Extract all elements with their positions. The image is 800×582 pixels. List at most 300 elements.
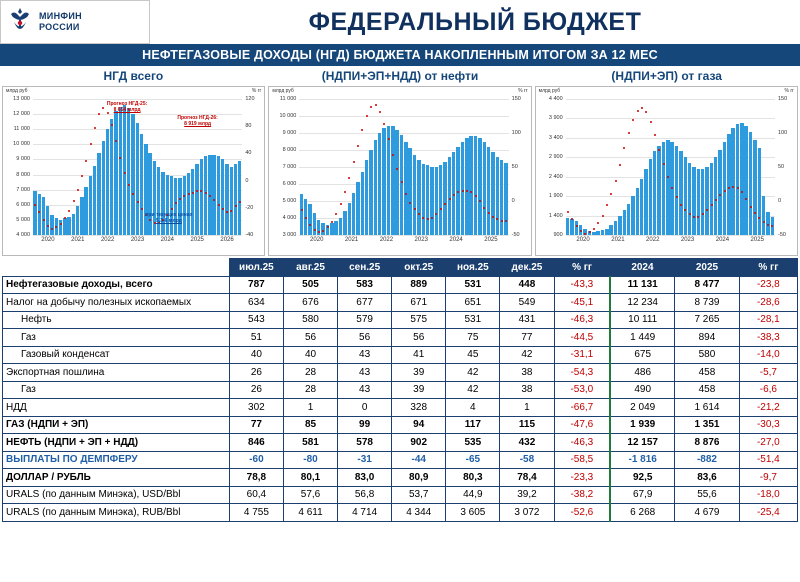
row-2025: 7 265 xyxy=(675,311,740,329)
row-year-pct: -28,1 xyxy=(739,311,797,329)
row-value: 634 xyxy=(229,294,283,312)
row-value: 26 xyxy=(229,381,283,399)
row-year-pct: -25,4 xyxy=(739,504,797,522)
row-2025: 8 739 xyxy=(675,294,740,312)
chart0-annot-current: при текущих ценах 5,3-6 млрд xyxy=(145,212,193,224)
row-2025: 4 679 xyxy=(675,504,740,522)
line-point xyxy=(218,204,220,206)
chart-bar xyxy=(217,156,220,235)
row-value: 889 xyxy=(392,276,446,294)
row-2025: 8 477 xyxy=(675,276,740,294)
gridline xyxy=(299,235,508,236)
chart-bar xyxy=(191,169,194,235)
table-row xyxy=(3,381,798,399)
row-value: 51 xyxy=(229,329,283,347)
chart-bar xyxy=(404,142,407,236)
row-2024: 92,5 xyxy=(610,469,675,487)
row-value: 535 xyxy=(446,434,500,452)
chart-bar xyxy=(369,150,372,235)
line-point xyxy=(370,106,372,108)
line-point xyxy=(68,210,70,212)
header xyxy=(0,0,800,44)
chart-bar xyxy=(195,164,198,235)
row-value: 60,4 xyxy=(229,486,283,504)
line-point xyxy=(505,220,507,222)
row-value: 651 xyxy=(446,294,500,312)
row-value: -80 xyxy=(283,451,337,469)
x-tick-label: 2023 xyxy=(130,237,145,243)
row-value: 77 xyxy=(229,416,283,434)
row-value: 328 xyxy=(392,399,446,417)
logo-line-2: РОССИИ xyxy=(39,22,80,32)
line-point xyxy=(440,208,442,210)
row-2024: 11 131 xyxy=(610,276,675,294)
row-pct: -54,3 xyxy=(554,364,610,382)
y-tick-label: 1 400 xyxy=(548,212,563,219)
y-tick-label: 8 000 xyxy=(16,171,30,178)
chart-bar xyxy=(465,138,468,235)
chart-bar xyxy=(705,167,708,235)
line-point xyxy=(111,124,113,126)
y-tick-label: 5 000 xyxy=(16,216,30,223)
row-value: 40 xyxy=(229,346,283,364)
y-tick-label: 7 000 xyxy=(16,186,30,193)
chart1-unit-right: % гг xyxy=(518,88,528,94)
chart-bar xyxy=(365,160,368,235)
chart-bar xyxy=(321,223,324,235)
row-label: Газ xyxy=(3,329,230,347)
chart-bar xyxy=(174,178,177,235)
row-value: 39,2 xyxy=(500,486,554,504)
line-point xyxy=(85,160,87,162)
line-point xyxy=(580,230,582,232)
chart-bar xyxy=(688,163,691,235)
row-label: НДД xyxy=(3,399,230,417)
row-value: 77 xyxy=(500,329,554,347)
line-point xyxy=(453,194,455,196)
row-value: 302 xyxy=(229,399,283,417)
x-tick-label: 2023 xyxy=(680,237,695,243)
row-pct: -23,3 xyxy=(554,469,610,487)
chart-bar xyxy=(496,157,499,235)
y-tick-label: 7 000 xyxy=(282,164,297,170)
y-tick-label: 900 xyxy=(553,232,563,238)
line-point xyxy=(610,193,612,195)
table-row xyxy=(3,451,798,469)
y-tick-label: 4 000 xyxy=(16,232,30,238)
row-value: 432 xyxy=(500,434,554,452)
line-point xyxy=(361,129,363,131)
chart-bar xyxy=(631,196,634,235)
line-point xyxy=(43,219,45,221)
gridline xyxy=(33,99,242,100)
chart0-annot-2026: Прогноз НГД-26: 8 919 млрд xyxy=(177,115,218,127)
line-point xyxy=(658,149,660,151)
line-point xyxy=(637,110,639,112)
row-year-pct: -51,4 xyxy=(739,451,797,469)
x-tick-label: 2020 xyxy=(310,237,324,243)
line-point xyxy=(462,190,464,192)
y-tick-label: 11 000 xyxy=(13,126,30,133)
row-year-pct: -21,2 xyxy=(739,399,797,417)
row-value: 431 xyxy=(500,311,554,329)
header-month: ноя.25 xyxy=(446,259,500,277)
line-point xyxy=(60,223,62,225)
line-point xyxy=(667,176,669,178)
row-pct: -47,6 xyxy=(554,416,610,434)
chart-bar xyxy=(575,221,578,235)
header-month: дек.25 xyxy=(500,259,554,277)
chart-bar xyxy=(762,196,765,235)
row-year-pct: -30,3 xyxy=(739,416,797,434)
chart-bar xyxy=(592,232,595,235)
row-pct: -53,0 xyxy=(554,381,610,399)
line-point xyxy=(654,134,656,136)
logo-line-1: МИНФИН xyxy=(39,11,82,21)
chart-bar xyxy=(723,142,726,235)
chart-bar xyxy=(500,160,503,235)
chart-bar xyxy=(679,151,682,235)
x-tick-label: 2023 xyxy=(414,237,428,243)
row-2024: -1 816 xyxy=(610,451,675,469)
chart-bar xyxy=(234,164,237,235)
y-tick-label: 10 000 xyxy=(13,141,30,148)
line-point xyxy=(615,180,617,182)
table-row xyxy=(3,346,798,364)
double-eagle-icon xyxy=(7,7,33,37)
row-label: НЕФТЬ (НДПИ + ЭП + НДД) xyxy=(3,434,230,452)
line-point xyxy=(375,104,377,106)
y2-tick-label: 80 xyxy=(245,123,252,130)
line-point xyxy=(81,175,83,177)
row-2024: 486 xyxy=(610,364,675,382)
chart-bar xyxy=(714,157,717,235)
row-value: 579 xyxy=(338,311,392,329)
row-label: ВЫПЛАТЫ ПО ДЕМПФЕРУ xyxy=(3,451,230,469)
chart-bar xyxy=(701,169,704,235)
line-point xyxy=(405,193,407,195)
chart-bar xyxy=(110,119,113,235)
line-point xyxy=(383,123,385,125)
row-value: 39 xyxy=(392,364,446,382)
x-tick-label: 2024 xyxy=(449,237,463,243)
y2-tick-label: 100 xyxy=(511,130,521,136)
chart-bar xyxy=(636,188,639,235)
row-value: 581 xyxy=(283,434,337,452)
chart-bar xyxy=(378,133,381,235)
line-point xyxy=(340,203,342,205)
chart-bar xyxy=(443,162,446,235)
row-value: 56 xyxy=(283,329,337,347)
chart2-unit-right: % гг xyxy=(784,88,794,94)
chart-bar xyxy=(80,197,83,235)
gridline xyxy=(299,116,508,117)
chart-bar xyxy=(67,217,70,235)
chart-bar xyxy=(339,218,342,235)
chart2-unit-left: млрд руб xyxy=(538,88,561,94)
line-point xyxy=(567,211,569,213)
row-2025: 55,6 xyxy=(675,486,740,504)
chart-bar xyxy=(300,194,303,235)
chart-bar xyxy=(50,215,53,235)
row-2025: 458 xyxy=(675,381,740,399)
y2-tick-label: 50 xyxy=(511,164,518,170)
row-value: 1 xyxy=(283,399,337,417)
y-tick-label: 3 000 xyxy=(282,232,297,238)
row-value: 583 xyxy=(338,276,392,294)
chart-bar xyxy=(187,173,190,235)
row-value: 94 xyxy=(392,416,446,434)
row-value: -44 xyxy=(392,451,446,469)
chart-bar xyxy=(166,175,169,235)
y-tick-label: 12 000 xyxy=(13,111,30,118)
row-2024: 2 049 xyxy=(610,399,675,417)
line-point xyxy=(663,163,665,165)
chart-bar xyxy=(609,225,612,235)
chart-bar xyxy=(72,214,75,235)
line-point xyxy=(34,204,36,206)
chart-bar xyxy=(718,150,721,235)
row-value: 80,1 xyxy=(283,469,337,487)
row-value: 99 xyxy=(338,416,392,434)
row-label: Газовый конденсат xyxy=(3,346,230,364)
row-value: 28 xyxy=(283,364,337,382)
line-point xyxy=(754,212,756,214)
row-label: Нефтегазовые доходы, всего xyxy=(3,276,230,294)
header-spacer xyxy=(3,259,230,277)
line-point xyxy=(388,138,390,140)
y-tick-label: 10 000 xyxy=(279,113,297,119)
chart-bar xyxy=(334,221,337,235)
chart-bar xyxy=(666,140,669,235)
row-value: 3 605 xyxy=(446,504,500,522)
row-value: 26 xyxy=(229,364,283,382)
chart-bar xyxy=(675,146,678,235)
line-point xyxy=(628,132,630,134)
row-value: -65 xyxy=(446,451,500,469)
chart-gas xyxy=(535,86,798,256)
x-tick-label: 2020 xyxy=(576,237,590,243)
header-month: окт.25 xyxy=(392,259,446,277)
row-pct: -38,2 xyxy=(554,486,610,504)
row-2024: 67,9 xyxy=(610,486,675,504)
line-point xyxy=(501,220,503,222)
table-row xyxy=(3,504,798,522)
line-point xyxy=(645,111,647,113)
line-point xyxy=(239,201,241,203)
row-value: 40 xyxy=(283,346,337,364)
row-value: 1 xyxy=(500,399,554,417)
row-value: 677 xyxy=(338,294,392,312)
y-tick-label: 2 900 xyxy=(548,154,563,161)
row-value: 56 xyxy=(392,329,446,347)
header-month: авг.25 xyxy=(283,259,337,277)
row-value: -31 xyxy=(338,451,392,469)
y-tick-label: 1 900 xyxy=(548,193,563,200)
line-point xyxy=(619,164,621,166)
line-point xyxy=(314,229,316,231)
chart-bar xyxy=(42,197,45,235)
row-value: 676 xyxy=(283,294,337,312)
row-year-pct: -6,6 xyxy=(739,381,797,399)
line-point xyxy=(593,228,595,230)
row-value: 56,8 xyxy=(338,486,392,504)
row-label: Экспортная пошлина xyxy=(3,364,230,382)
row-value: 531 xyxy=(446,276,500,294)
chart-bar xyxy=(382,128,385,235)
chart-bar xyxy=(710,163,713,235)
chart-bar xyxy=(736,124,739,235)
line-point xyxy=(124,172,126,174)
chart-bar xyxy=(106,129,109,235)
table-header-row xyxy=(3,259,798,277)
x-tick-label: 2022 xyxy=(379,237,394,243)
row-pct: -46,3 xyxy=(554,434,610,452)
gridline xyxy=(566,235,775,236)
row-label: Газ xyxy=(3,381,230,399)
chart-title-total: НГД всего xyxy=(103,69,164,83)
y-tick-label: 4 000 xyxy=(282,215,297,221)
y2-tick-label: -20 xyxy=(245,204,254,211)
chart-bar xyxy=(313,213,316,235)
line-point xyxy=(414,208,416,210)
chart-bar xyxy=(76,206,79,235)
y2-tick-label: 0 xyxy=(245,177,249,184)
row-2025: 894 xyxy=(675,329,740,347)
line-point xyxy=(650,121,652,123)
chart-bar xyxy=(157,167,160,235)
row-value: 902 xyxy=(392,434,446,452)
line-point xyxy=(357,145,359,147)
chart-bar xyxy=(614,221,617,235)
y-tick-label: 11 000 xyxy=(279,96,297,102)
line-point xyxy=(353,161,355,163)
y-tick-label: 9 000 xyxy=(282,130,297,136)
budget-table xyxy=(2,258,798,522)
gridline xyxy=(299,133,508,134)
table-row xyxy=(3,276,798,294)
row-year-pct: -9,7 xyxy=(739,469,797,487)
chart-bar xyxy=(343,211,346,235)
row-2024: 1 939 xyxy=(610,416,675,434)
row-2025: 1 351 xyxy=(675,416,740,434)
chart1-unit-left: млрд руб xyxy=(272,88,294,94)
row-value: 43 xyxy=(338,381,392,399)
chart-bar xyxy=(744,126,747,235)
row-pct: -58,5 xyxy=(554,451,610,469)
row-2024: 12 157 xyxy=(610,434,675,452)
line-point xyxy=(179,198,181,200)
row-value: 580 xyxy=(283,311,337,329)
chart-bar xyxy=(692,167,695,235)
y-tick-label: 6 000 xyxy=(282,181,297,187)
row-value: 43 xyxy=(338,364,392,382)
chart-title-gas: (НДПИ+ЭП) от газа xyxy=(611,69,722,83)
y-tick-label: 3 400 xyxy=(548,134,563,141)
line-point xyxy=(711,204,713,206)
row-value: 549 xyxy=(500,294,554,312)
row-value: 53,7 xyxy=(392,486,446,504)
x-tick-label: 2024 xyxy=(715,237,730,243)
chart-bar xyxy=(374,140,377,235)
x-tick-label: 2024 xyxy=(160,237,175,243)
charts-row xyxy=(0,86,800,256)
line-point xyxy=(94,127,96,129)
row-year-pct: -38,3 xyxy=(739,329,797,347)
chart-oil xyxy=(268,86,531,256)
chart-bar xyxy=(417,160,420,235)
row-value: 3 072 xyxy=(500,504,554,522)
line-point xyxy=(335,213,337,215)
y-tick-label: 3 900 xyxy=(548,115,563,122)
header-month: сен.25 xyxy=(338,259,392,277)
ministry-logo xyxy=(0,0,150,44)
ministry-name xyxy=(39,11,82,33)
y2-tick-label: 0 xyxy=(511,198,515,204)
row-value: 44,9 xyxy=(446,486,500,504)
row-label: URALS (по данным Минэка), RUB/Bbl xyxy=(3,504,230,522)
chart-bar xyxy=(491,152,494,235)
chart-bar xyxy=(230,167,233,235)
row-value: 43 xyxy=(338,346,392,364)
row-2025: 1 614 xyxy=(675,399,740,417)
row-value: 578 xyxy=(338,434,392,452)
row-value: 115 xyxy=(500,416,554,434)
row-value: 4 xyxy=(446,399,500,417)
chart-bar xyxy=(400,135,403,235)
row-2024: 6 268 xyxy=(610,504,675,522)
line-point xyxy=(331,221,333,223)
line-point xyxy=(606,204,608,206)
chart-bar xyxy=(38,194,41,235)
row-value: 531 xyxy=(446,311,500,329)
chart-bar xyxy=(170,176,173,235)
row-2025: 580 xyxy=(675,346,740,364)
row-2025: 8 876 xyxy=(675,434,740,452)
row-year-pct: -14,0 xyxy=(739,346,797,364)
line-point xyxy=(767,224,769,226)
row-label: ДОЛЛАР / РУБЛЬ xyxy=(3,469,230,487)
line-point xyxy=(401,181,403,183)
chart-bar xyxy=(161,172,164,235)
x-tick-label: 2025 xyxy=(484,237,498,243)
chart-bar xyxy=(102,141,105,235)
row-year-pct: -23,8 xyxy=(739,276,797,294)
row-value: 4 611 xyxy=(283,504,337,522)
x-tick-label: 2025 xyxy=(750,237,764,243)
chart-bar xyxy=(731,128,734,235)
chart-bar xyxy=(204,156,207,235)
line-point xyxy=(366,115,368,117)
row-value: 38 xyxy=(500,364,554,382)
row-value: 448 xyxy=(500,276,554,294)
chart-bar xyxy=(178,178,181,235)
row-2024: 12 234 xyxy=(610,294,675,312)
gridline xyxy=(566,99,775,100)
chart-bar xyxy=(570,219,573,235)
row-value: 671 xyxy=(392,294,446,312)
chart-bar xyxy=(662,142,665,235)
row-label: Нефть xyxy=(3,311,230,329)
chart-bar xyxy=(461,142,464,236)
chart-titles-row xyxy=(0,66,800,86)
chart-bar xyxy=(487,147,490,235)
line-point xyxy=(309,224,311,226)
chart-bar xyxy=(97,153,100,235)
table-row xyxy=(3,469,798,487)
row-value: 4 344 xyxy=(392,504,446,522)
chart-bar xyxy=(221,159,224,235)
